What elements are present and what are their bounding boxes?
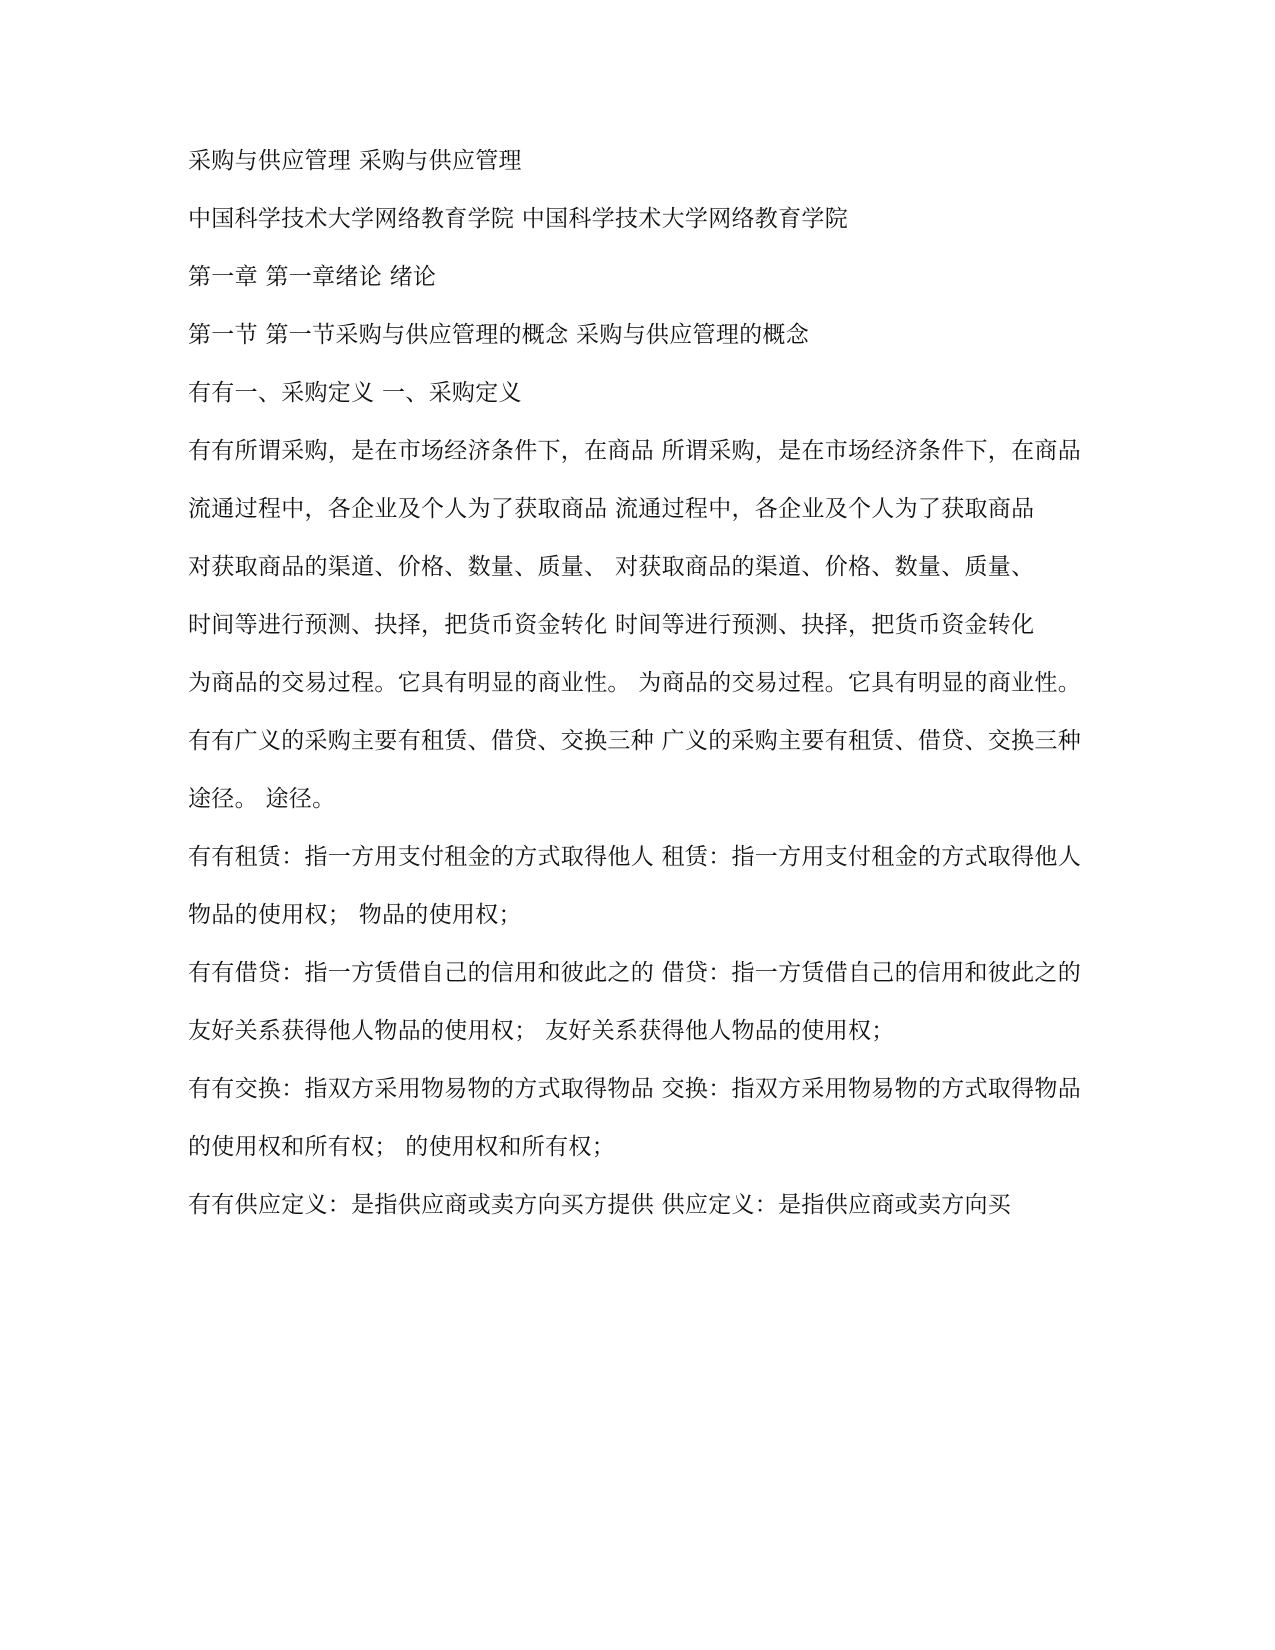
body-paragraph: 友好关系获得他人物品的使用权； 友好关系获得他人物品的使用权； <box>188 1018 895 1044</box>
body-paragraph: 的使用权和所有权； 的使用权和所有权； <box>188 1134 616 1160</box>
body-paragraph: 对获取商品的渠道、价格、数量、质量、 对获取商品的渠道、价格、数量、质量、 <box>188 554 1035 580</box>
body-paragraph: 有有借贷：指一方赁借自己的信用和彼此之的 借贷：指一方赁借自己的信用和彼此之的 <box>188 960 1082 986</box>
body-paragraph: 时间等进行预测、抉择，把货币资金转化 时间等进行预测、抉择，把货币资金转化 <box>188 612 1035 638</box>
subsection-heading: 有有一、采购定义 一、采购定义 <box>188 380 522 406</box>
institution-line: 中国科学技术大学网络教育学院 中国科学技术大学网络教育学院 <box>188 206 849 232</box>
body-paragraph: 有有供应定义：是指供应商或卖方向买方提供 供应定义：是指供应商或卖方向买 <box>188 1192 1012 1218</box>
body-paragraph: 物品的使用权； 物品的使用权； <box>188 902 522 928</box>
chapter-heading: 第一章 第一章绪论 绪论 <box>188 264 437 290</box>
body-paragraph: 有有广义的采购主要有租赁、借贷、交换三种 广义的采购主要有租赁、借贷、交换三种 <box>188 728 1082 754</box>
document-body <box>188 146 1088 1248</box>
body-paragraph: 有有所谓采购，是在市场经济条件下，在商品 所谓采购，是在市场经济条件下，在商品 <box>188 438 1082 464</box>
body-paragraph: 为商品的交易过程。它具有明显的商业性。 为商品的交易过程。它具有明显的商业性。 <box>188 670 1082 696</box>
body-paragraph: 有有交换：指双方采用物易物的方式取得物品 交换：指双方采用物易物的方式取得物品 <box>188 1076 1082 1102</box>
body-paragraph: 流通过程中，各企业及个人为了获取商品 流通过程中，各企业及个人为了获取商品 <box>188 496 1035 522</box>
body-paragraph: 途径。 途径。 <box>188 786 336 812</box>
section-heading: 第一节 第一节采购与供应管理的概念 采购与供应管理的概念 <box>188 322 810 348</box>
document-title: 采购与供应管理 采购与供应管理 <box>188 148 522 174</box>
body-paragraph: 有有租赁：指一方用支付租金的方式取得他人 租赁：指一方用支付租金的方式取得他人 <box>188 844 1082 870</box>
